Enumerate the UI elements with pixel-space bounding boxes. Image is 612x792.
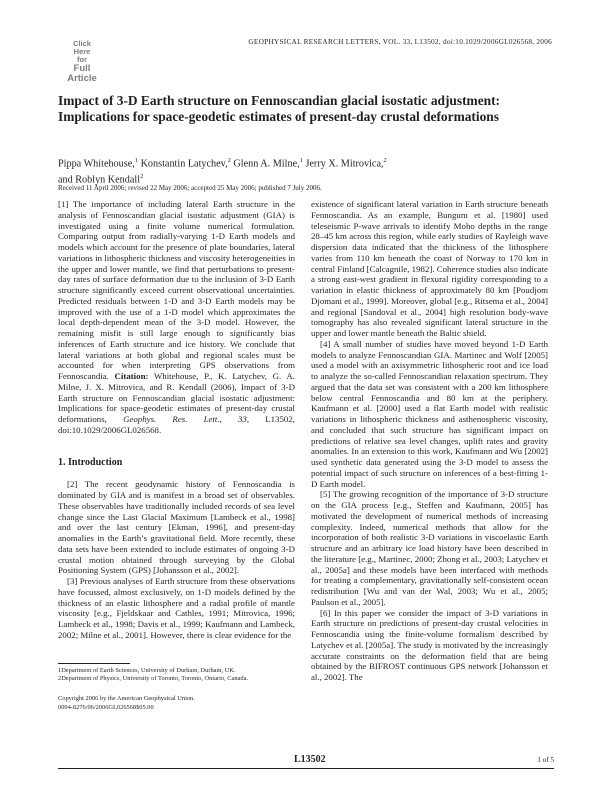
paragraph-2: [58, 479, 295, 576]
abstract: [58, 199, 295, 436]
paragraph-text: The recent geodynamic history of Fennoscandia is dominated by GIA and is manifest in a broad set of observables. These observables have traditionally included records of sea level change since the Last Glacial Maximum [Lambeck et al., 1998] and over the last century [Ekman, 1996], and present-day anomalies in the Earth’s gravitational field. More recently, these data sets have been extended to include estimates of ongoing 3-D crustal motion obtained through surveying by the Global Positioning System (GPS) [Johansson et al., 2002].: [58, 479, 295, 576]
paragraph-number: [4]: [320, 338, 331, 349]
citation-doi: L13502, doi:10.1029/2006GL026568.: [58, 414, 295, 435]
abstract-text: The importance of including lateral Earth structure in the analysis of Fennoscandian glacial isostatic adjustment (GIA) is investigated using a finite volume numerical formulation. Comparing output from radially-varying 1-D Earth models and models which account for the presence of plate boundaries, lateral variations in lithospheric thickness and viscosity heterogeneities in the upper and lower mantle, we find that perturbations to present-day rates of surface deformation due to the inclusion of 3-D Earth structure significantly exceed current observational uncertainties. Predicted residuals between 1-D and 3-D Earth models may be improved with the use of a 1-D model which approximates the local depth-dependent mean of the 3-D model. However, the remaining misfit is still large enough to significantly bias inferences of Earth structure and ice history. We conclude that lateral variations at both global and regional scales must be accounted for when interpreting GPS observations from Fennoscandia.: [58, 199, 295, 381]
footer-divider: [58, 768, 554, 769]
author-3: Glenn A. Milne,: [233, 158, 300, 170]
paragraph-text: Previous analyses of Earth structure from these observations have focussed, almost exclusively, on 1-D models defined by the thickness of an elastic lithosphere and a radial profile of mantle viscosity [e.g., Fjeldskaar and Cathles, 1991; Mitrovica, 1996; Lambeck et al., 1998; Davis et al., 1999; Kaufmann and Lambeck, 2002; Milne et al., 2001]. However, there is clear evidence for the: [58, 576, 295, 640]
author-1: Pippa Whitehouse,: [58, 158, 135, 170]
citation-text: Whitehouse, P., K. Latychev, G. A. Milne, J. X. Mitrovica, and R. Kendall (2006), Impact of 3-D Earth structure on Fennoscandian glacial isostatic adjustment: Implications for space-geodetic estimates of present-day crustal deformations,: [58, 371, 295, 424]
paragraph-6: [311, 608, 548, 683]
affil-mark: 2: [140, 173, 144, 181]
article-title: Impact of 3-D Earth structure on Fennoscandian glacial isostatic adjustment: Implications for space-geodetic estimates of present-day crustal deformations: [58, 93, 501, 124]
paragraph-text: The growing recognition of the importance of 3-D structure on the GIA process [e.g., Steffen and Kaufmann, 2005] has motivated the development of numerical methods of increasing complexity. Indeed, numerical methods that allow for the incorporation of both realistic 3-D variations in viscoelastic Earth structure and an arbitrary ice load history have been described in the literature [e.g., Martinec, 2000; Zhong et al., 2003; Latychev et al., 2005a] and these models have been interfaced with methods for treating a complementary, gravitationally self-consistent ocean redistribution [Wu and van der Wal, 2003; Wu et al., 2005; Paulson et al., 2005].: [311, 489, 548, 607]
citation-journal: Geophys. Res. Lett., 33,: [123, 414, 250, 424]
badge-line-here: Here: [73, 47, 91, 56]
footnote-2: 2Department of Physics, University of Toronto, Toronto, Ontario, Canada.: [58, 675, 249, 683]
author-5: and Roblyn Kendall: [58, 174, 141, 186]
received-dates: Received 11 April 2006; revised 22 May 2006; accepted 25 May 2006; published 7 July 2006.: [58, 184, 322, 192]
full-article-badge[interactable]: [64, 40, 100, 84]
footer-page-number: 1 of 5: [537, 756, 554, 764]
author-2: Konstantin Latychev,: [140, 158, 228, 170]
affil-mark: 1: [299, 157, 303, 164]
affil-mark: 1: [134, 157, 139, 164]
badge-line-full: Full: [73, 63, 91, 74]
badge-line-for: for: [77, 55, 87, 64]
badge-line-click: Click: [73, 39, 91, 48]
copyright-line: Copyright 2006 by the American Geophysical Union.: [58, 695, 195, 703]
paragraph-number: [2]: [67, 479, 78, 490]
author-list: [58, 154, 548, 187]
running-head: GEOPHYSICAL RESEARCH LETTERS, VOL. 33, L13502, doi:10.1029/2006GL026568, 2006: [248, 37, 552, 46]
badge-line-article: Article: [67, 73, 97, 84]
affil-mark: 2: [383, 157, 387, 164]
paragraph-number: [6]: [320, 607, 331, 618]
paragraph-number: [3]: [67, 576, 78, 586]
paragraph-number: [1]: [58, 199, 69, 209]
paragraph-4: [311, 339, 548, 490]
article-code: 0094-8276/06/2006GL026568$05.00: [58, 703, 154, 711]
footnotes: [58, 667, 295, 712]
author-4: Jerry X. Mitrovica,: [305, 158, 384, 170]
paragraph-number: [5]: [320, 489, 331, 500]
footnote-divider: [58, 663, 130, 664]
paragraph-5: [311, 489, 548, 607]
citation-label: Citation:: [114, 371, 149, 381]
paragraph-3-continued: existence of significant lateral variation in Earth structure beneath Fennoscandia. As an example, Bungum et al. [1980] used teleseismic P-wave arrivals to identify Moho depths in the range 28–45 km across this region, while early studies of Rayleigh wave dispersion data indicated that the thickness of the lithosphere varies from 110 km beneath the coast of Norway to 170 km in central Finland [Calcagnile, 1982]. Coherence studies also indicate a strong east-west gradient in flexural rigidity corresponding to a variation in elastic thickness of approximately 80 km [Poudjom Djomani et al., 1999]. Moreover, global [e.g., Ritsema et al., 2004] and regional [Sandoval et al., 2004] high resolution body-wave tomography has also revealed significant lateral structure in the upper and lower mantle beneath the Baltic shield.: [311, 199, 548, 338]
left-column: [58, 199, 295, 641]
paragraph-text: A small number of studies have moved beyond 1-D Earth models to analyze Fennoscandian GIA. Martinec and Wolf [2005] used a model with an axisymmetric lithospheric root and ice load to analyze the so-called Fennoscandian relaxation spectrum. They argued that the data set was consistent with a 200 km lithosphere below central Fennoscandia and 80 km at the periphery. Kaufmann et al. [2000] used a flat Earth model with realistic variations in lithospheric thickness and asthenospheric viscosity, and concluded that such structure has significant impact on predictions of relative sea level changes, uplift rates and gravity anomalies. In an extension to this work, Kaufmann and Wu [2002] used synthetic data generated using the 3-D model to assess the potential impact of such structure on inferences of a best-fitting 1-D Earth model.: [311, 338, 548, 489]
section-heading: 1. Introduction: [58, 456, 123, 468]
paragraph-text: In this paper we consider the impact of 3-D variations in Earth structure on predictions of present-day crustal velocities in Fennoscandia using the finite-volume formalism described by Latychev et al. [2005a]. The study is motivated by the increasingly accurate constraints on the deformation field that are being obtained by the BIFROST continuous GPS network [Johansson et al., 2002]. The: [311, 607, 548, 682]
right-column: [311, 199, 548, 683]
paragraph-3: [58, 576, 295, 641]
affil-mark: 2: [227, 157, 231, 164]
footnote-1: 1Department of Earth Sciences, University of Durham, Durham, UK.: [58, 667, 236, 674]
footer-article-id: L13502: [294, 754, 326, 765]
